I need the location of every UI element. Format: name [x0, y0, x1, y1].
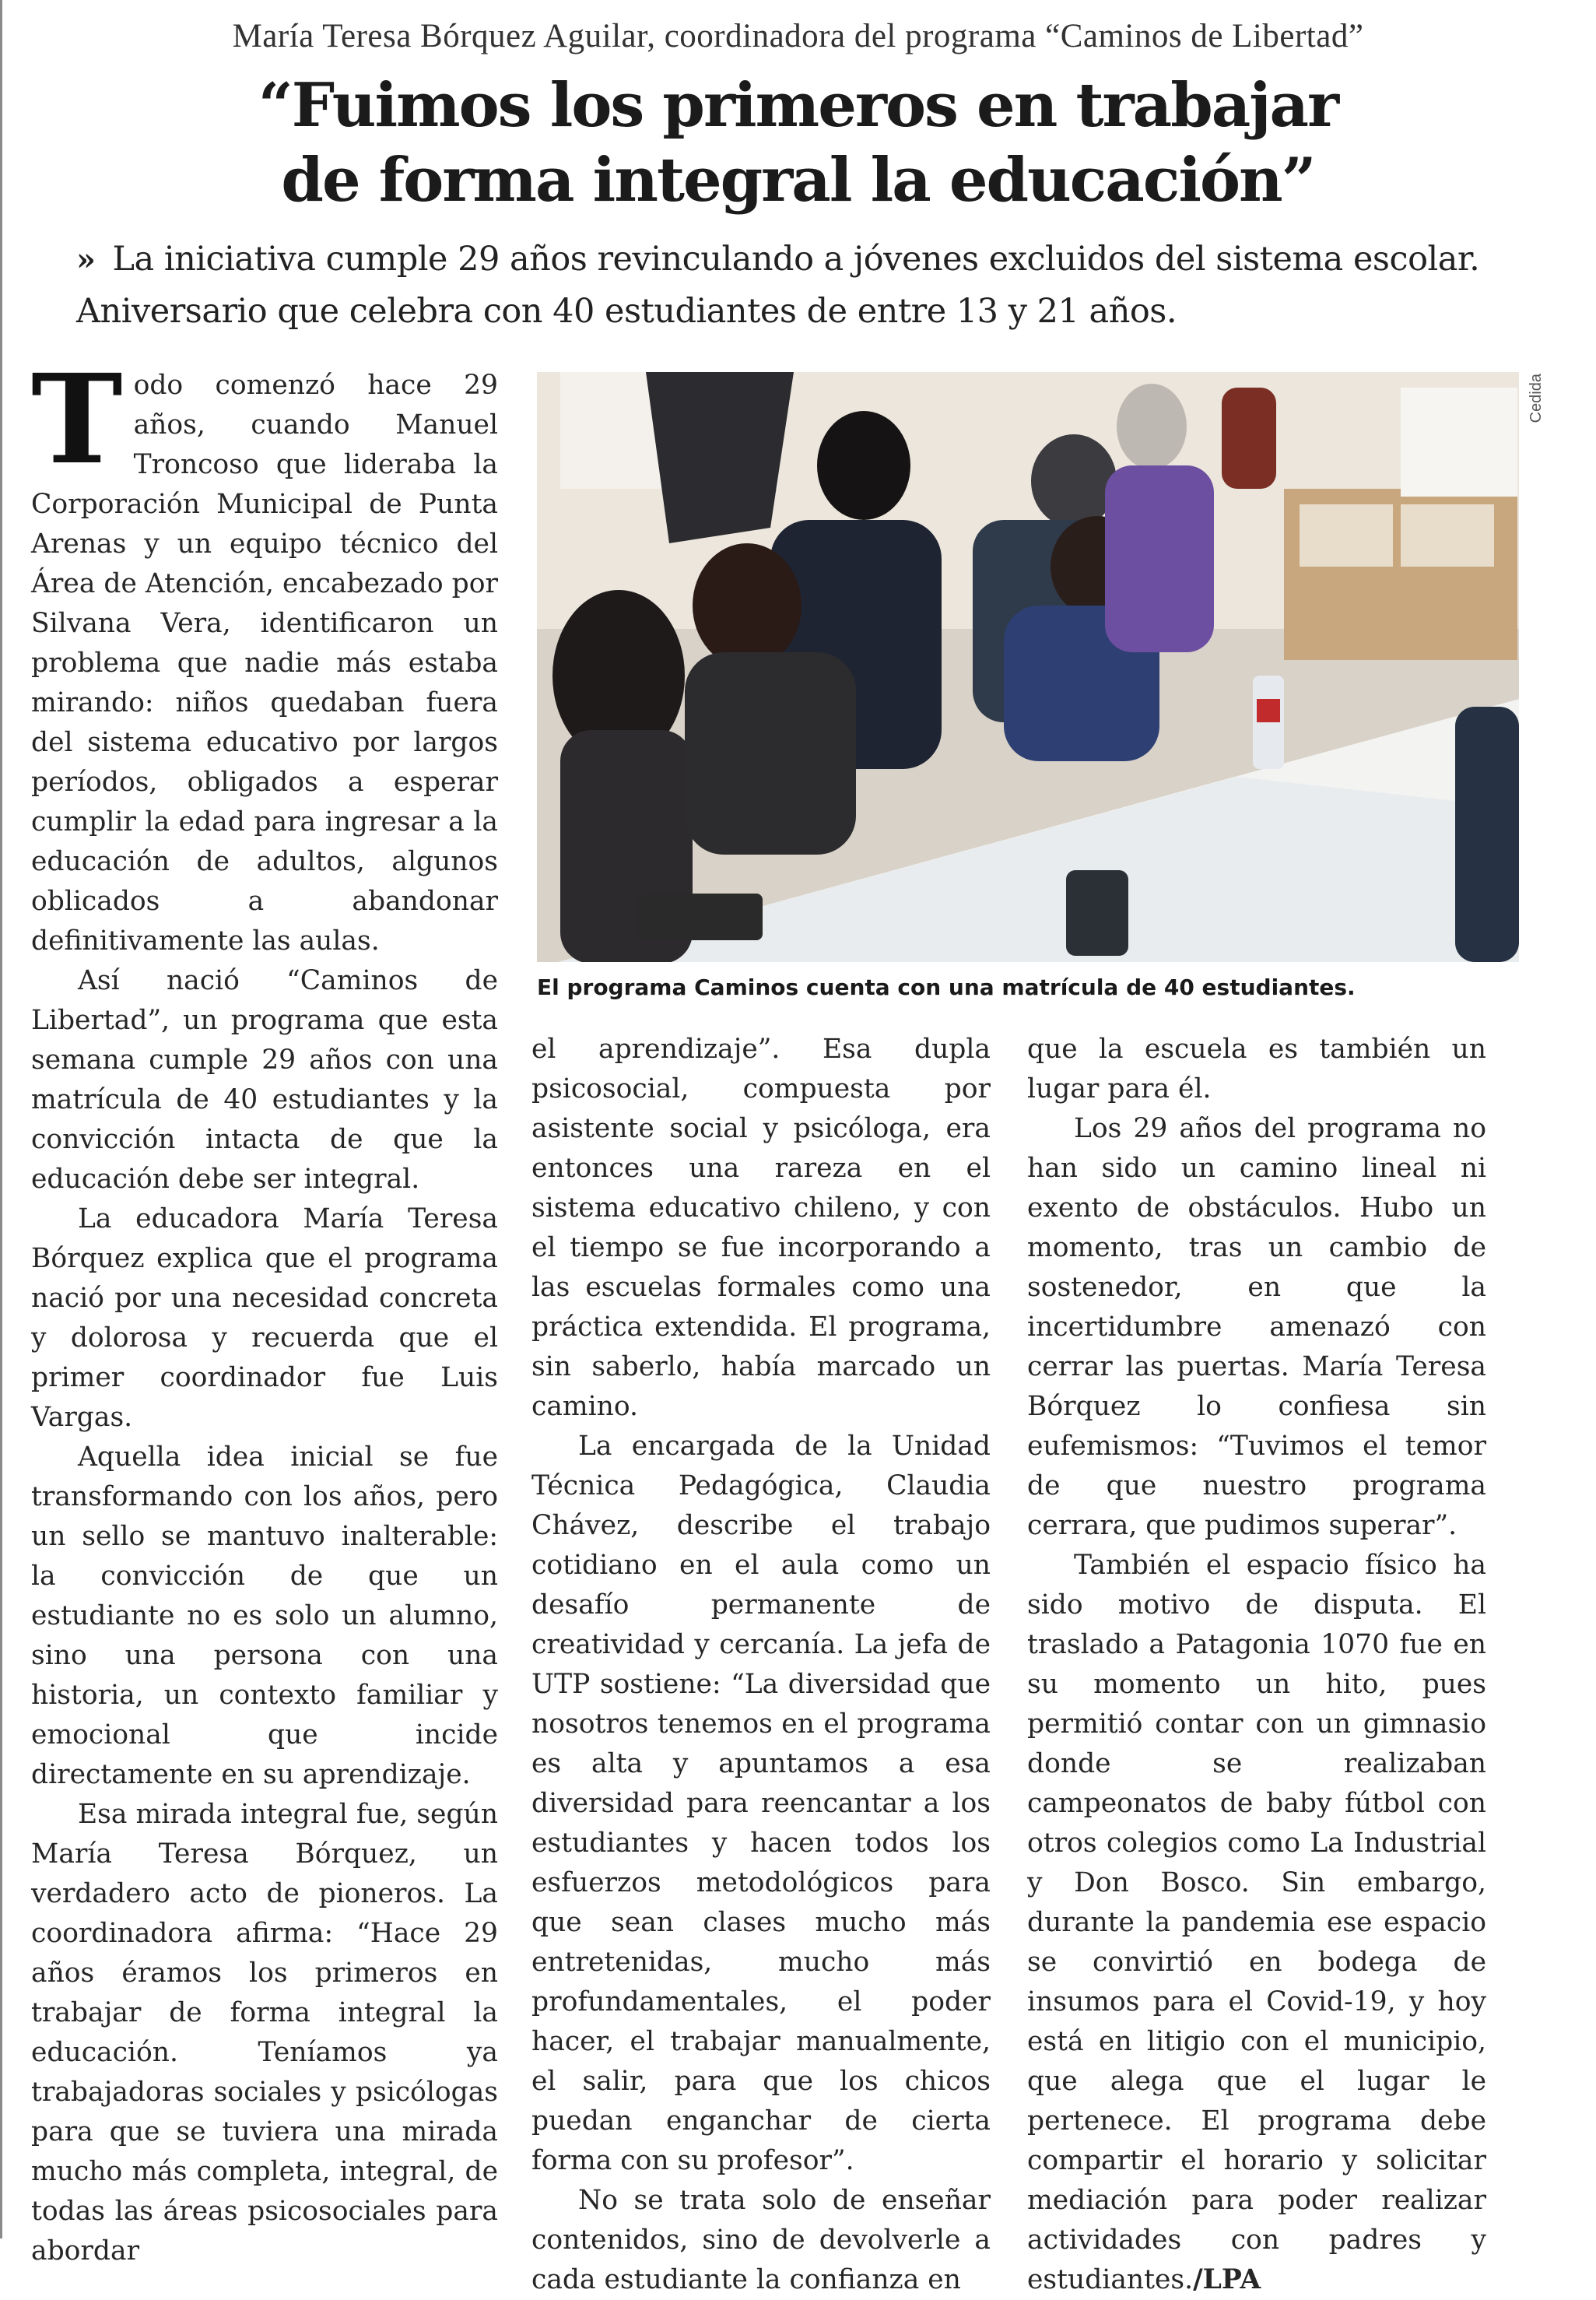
col3-paragraph-3: [1027, 1546, 1486, 2300]
classroom-photo-illustration: [537, 372, 1519, 962]
article-kicker: María Teresa Bórquez Aguilar, coordinadora del programa “Caminos de Libertad”: [232, 18, 1364, 54]
col3-paragraph-1: que la escuela es también un lugar para él.: [1027, 1034, 1486, 1104]
col1-paragraph-5: Esa mirada integral fue, según María Teresa Bórquez, un verdadero acto de pioneros. La coordinadora afirma: “Hace 29 años éramos los primeros en trabajar de forma integral la educación. Teníamos ya trabajadoras sociales y psicólogas para que se tuviera una mirada mucho más completa, integral, de todas las áreas psicosociales para abordar: [31, 1799, 498, 2267]
article-column-2: [531, 1030, 991, 2295]
photo-caption: El programa Caminos cuenta con una matrícula de 40 estudiantes.: [537, 974, 1356, 1000]
article-column-3: [1027, 1030, 1486, 2295]
deck-marker-icon: »: [76, 241, 96, 278]
col1-paragraph-4: Aquella idea inicial se fue transformando con los años, pero un sello se mantuvo inalterable: la convicción de que un estudiante no es solo un alumno, sino una persona con una historia, un contexto familiar y emocional que incide directamente en su aprendizaje.: [31, 1441, 498, 1790]
byline: /LPA: [1193, 2264, 1261, 2295]
deck-text: La iniciativa cumple 29 años revinculando a jóvenes excluidos del sistema escolar. Aniversario que celebra con 40 estudiantes de entre 13 y 21 años.: [76, 240, 1480, 331]
col2-paragraph-1: el aprendizaje”. Esa dupla psicosocial, compuesta por asistente social y psicóloga, era entonces una rareza en el sistema educativo chileno, y con el tiempo se fue incorporando a las escuelas formales como una práctica extendida. El programa, sin saberlo, había marcado un camino.: [531, 1034, 991, 1422]
headline-line-2: de forma integral la educación”: [281, 145, 1315, 216]
col1-paragraph-3: La educadora María Teresa Bórquez explica que el programa nació por una necesidad concreta y dolorosa y recuerda que el primer coordinador fue Luis Vargas.: [31, 1203, 498, 1433]
photo-credit: Cedida: [1528, 374, 1545, 423]
article-deck: [76, 234, 1516, 337]
page-left-rule: [0, 0, 2, 2239]
col3-paragraph-2: Los 29 años del programa no han sido un camino lineal ni exento de obstáculos. Hubo un momento, tras un cambio de sostenedor, en que la incertidumbre amenazó con cerrar las puertas. María Teresa Bórquez lo confiesa sin eufemismos: “Tuvimos el temor de que nuestro programa cerrara, que pudimos superar”.: [1027, 1113, 1486, 1541]
col1-paragraph-1: [31, 348, 498, 961]
col2-paragraph-2: La encargada de la Unidad Técnica Pedagógica, Claudia Chávez, describe el trabajo cotidiano en el aula como un desafío permanente de creatividad y cercanía. La jefa de UTP sostiene: “La diversidad que nosotros tenemos en el programa es alta y apuntamos a esa diversidad para reencantar a los estudiantes y hacen todos los esfuerzos metodológicos para que sean clases mucho más entretenidas, mucho más profundamentales, el poder hacer, el trabajar manualmente, el salir, para que los chicos puedan enganchar de cierta forma con su profesor”.: [531, 1431, 991, 2176]
article-photo: [537, 372, 1519, 962]
drop-cap: T: [31, 348, 123, 492]
col1-paragraph-2: Así nació “Caminos de Libertad”, un programa que esta semana cumple 29 años con una matrícula de 40 estudiantes y la convicción intacta de que la educación debe ser integral.: [31, 965, 498, 1195]
article-column-1: [31, 348, 498, 2267]
col3-paragraph-3-text: También el espacio físico ha sido motivo de disputa. El traslado a Patagonia 1070 fue en su momento un hito, pues permitió contar con un gimnasio donde se realizaban campeonatos de baby fútbol con otros colegios como La Industrial y Don Bosco. Sin embargo, durante la pandemia ese espacio se convirtió en bodega de insumos para el Covid-19, y hoy está en litigio con el municipio, que alega que el lugar le pertenece. El programa debe compartir el horario y solicitar mediación para poder realizar actividades con padres y estudiantes.: [1027, 1550, 1486, 2295]
article-headline: [0, 68, 1596, 218]
col1-paragraph-1-text: odo comenzó hace 29 años, cuando Manuel Troncoso que lideraba la Corporación Municipal de Punta Arenas y un equipo técnico del Área de Atención, encabezado por Silvana Vera, identificaron un problema que nadie más estaba mirando: niños quedaban fuera del sistema educativo por largos períodos, obligados a esperar cumplir la edad para ingresar a la educación de adultos, algunos oblicados a abandonar definitivamente las aulas.: [31, 370, 498, 957]
headline-line-1: “Fuimos los primeros en trabajar: [258, 70, 1338, 141]
col2-paragraph-3: No se trata solo de enseñar contenidos, sino de devolverle a cada estudiante la confianza en: [531, 2185, 991, 2295]
